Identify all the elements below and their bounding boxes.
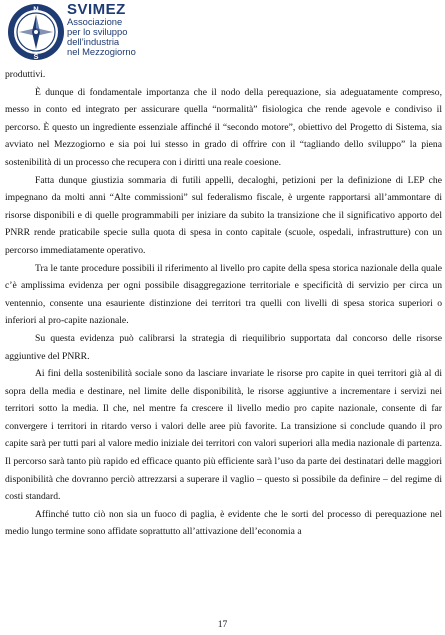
brand-line-4: nel Mezzogiorno (67, 46, 136, 57)
brand-block (67, 2, 136, 57)
page-header (6, 2, 206, 64)
logo-letter-n: N (33, 4, 39, 14)
logo-letter-s: S (33, 52, 39, 61)
svimez-compass-logo-icon (6, 2, 66, 62)
brand-name: SVIMEZ (67, 1, 126, 18)
paragraph-5: Su questa evidenza può calibrarsi la strategia di riequilibrio supportata dal concorso delle risorse aggiuntive del PNRR. (5, 332, 442, 362)
page-number: 17 (217, 619, 228, 630)
paragraph-3: Fatta dunque giustizia sommaria di futili appelli, decaloghi, petizioni per la definizione di LEP che impegnano da molti anni “Alte commissioni” sul federalismo fiscale, è urgente rapportarsi all’ammontare di risorse disponibili e di quelle programmabili per iniziare da subito la transizione che il significativo apporto del PNRR rende praticabile specie sulla quota di spesa in conto capitale (scuole, ospedali, infrastrutture) con un percorso immediatamente operativo. (5, 174, 442, 256)
paragraph-2: È dunque di fondamentale importanza che il nodo della perequazione, sia adeguatamente compreso, messo in conto ed integrato per assicurare quella “normalità” fisiologica che rende agevole e condiviso il percorso. È questo un ingrediente essenziale affinché il “secondo motore”, obiettivo del Progetto di Sistema, sia avviato nel Mezzogiorno e sia poi lui stesso in grado di offrire con il “tagliando dello sviluppo” la piena sostenibilità di un processo che recupera con i diritti una reale coesione. (5, 86, 442, 168)
paragraph-7: Affinché tutto ciò non sia un fuoco di paglia, è evidente che le sorti del processo di perequazione nel medio lungo termine sono affidate soprattutto all’attivazione dell’economia a (5, 508, 442, 538)
paragraph-6: Ai fini della sostenibilità sociale sono da lasciare invariate le risorse pro capite in quei territori già al di sopra della media e destinare, nel limite delle disponibilità, le risorse aggiuntive a incrementare i servizi nei territori sotto la media. Il che, nel mentre fa crescere il livello medio pro capite nazionale, consente di far convergere i territori in ritardo verso i valori delle aree più favorite. La transizione si conclude quando il pro capite sarà per tutti pari al valore medio iniziale dei territori con valori superiori alla media nazionale di partenza. Il percorso sarà tanto più rapido ed efficace quanto più efficiente sarà l’uso da parte dei destinatari delle maggiori disponibilità che dovranno perciò attrezzarsi a superare il vaglio – questo sì possibile da definire – del regime di costi standard. (5, 368, 442, 503)
paragraph-4: Tra le tante procedure possibili il riferimento al livello pro capite della spesa storica nazionale della quale c’è amplissima evidenza per ogni possibile disaggregazione territoriale e specificità di servizio per circa un ventennio, consente una esauriente distinzione dei territori tra quelli con livelli di spesa storica superiori o inferiori al pro-capite nazionale. (5, 262, 442, 327)
paragraph-1: produttivi. (5, 69, 46, 80)
document-body (5, 66, 442, 541)
brand-line-2: per lo sviluppo (67, 26, 128, 37)
brand-line-1: Associazione (67, 16, 123, 27)
brand-line-3: dell’industria (67, 36, 120, 47)
